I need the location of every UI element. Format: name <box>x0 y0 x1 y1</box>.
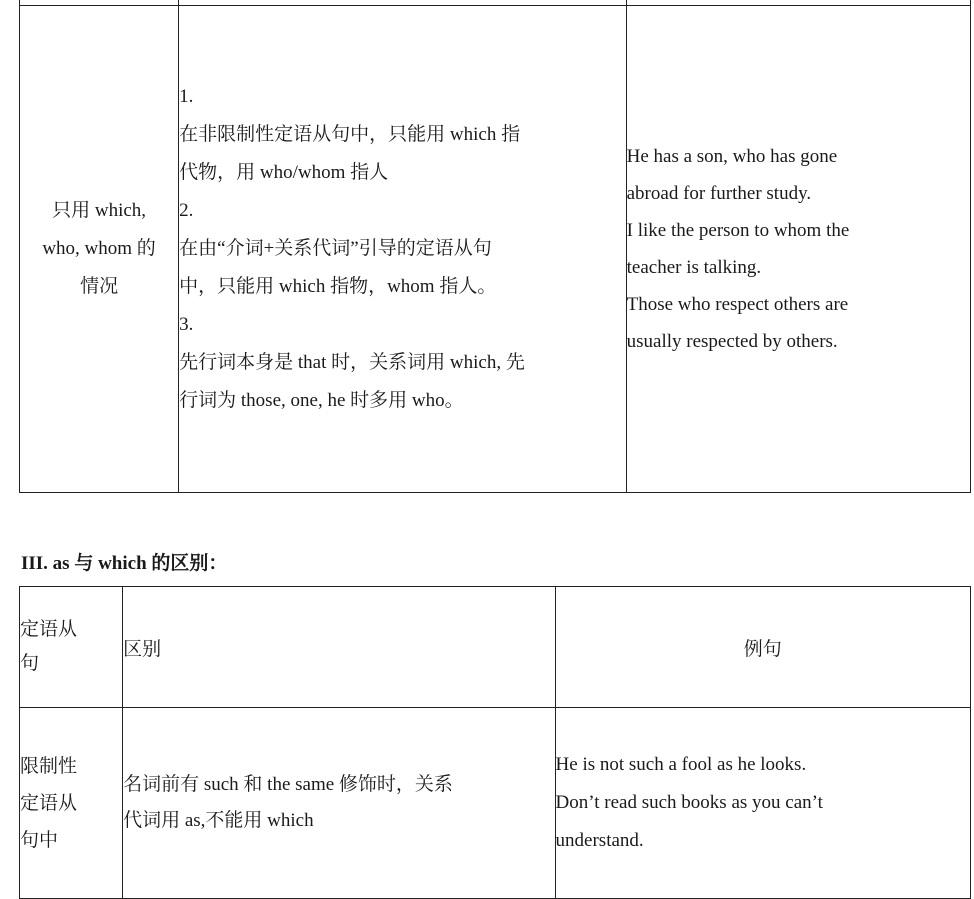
rule-line: 先行词本身是 that 时，关系词用 which, 先 <box>179 352 525 373</box>
difference-line: 名词前有 such 和 the same 修饰时，关系 <box>123 774 453 795</box>
example-line: I like the person to whom the <box>626 220 850 241</box>
table-row <box>20 6 971 493</box>
example-line: usually respected by others. <box>626 331 838 352</box>
relative-clause-table-continued <box>19 0 971 493</box>
category-cell <box>20 6 179 493</box>
rule-line: 代物，用 who/whom 指人 <box>179 162 389 183</box>
category-line: 定语从 <box>20 792 78 814</box>
difference-cell <box>123 708 555 899</box>
example-line: teacher is talking. <box>626 257 762 278</box>
header-difference-cell: 区别 <box>123 587 555 708</box>
category-cell <box>20 708 123 899</box>
examples-cell <box>555 708 970 899</box>
rule-line: 中，只能用 which 指物，whom 指人。 <box>179 276 497 297</box>
header-category-line: 定语从 <box>20 619 78 640</box>
table-row <box>20 708 971 899</box>
header-category-line: 句 <box>20 653 40 674</box>
example-line: He is not such a fool as he looks. <box>555 754 807 775</box>
as-which-table <box>19 586 971 899</box>
section-heading: III. as 与 which 的区别： <box>21 553 228 574</box>
rules-cell <box>179 6 626 493</box>
example-line: abroad for further study. <box>626 183 812 204</box>
examples-cell <box>626 6 970 493</box>
header-example-cell: 例句 <box>555 587 970 708</box>
example-line: Don’t read such books as you can’t <box>555 792 823 813</box>
example-line: understand. <box>555 830 644 851</box>
rule-line: 1. <box>179 86 194 107</box>
table-header-row <box>20 587 971 708</box>
difference-line: 代词用 as,不能用 which <box>123 810 314 831</box>
category-line: who, whom 的 <box>42 238 156 259</box>
rule-line: 在非限制性定语从句中，只能用 which 指 <box>179 124 521 145</box>
example-line: Those who respect others are <box>626 294 849 315</box>
category-line: 限制性 <box>20 755 78 777</box>
rule-line: 3. <box>179 314 194 335</box>
rule-line: 在由“介词+关系代词”引导的定语从句 <box>179 238 492 259</box>
rule-line: 行词为 those, one, he 时多用 who。 <box>179 390 464 411</box>
example-line: He has a son, who has gone <box>626 146 838 167</box>
category-line: 只用 which, <box>52 200 147 221</box>
category-line: 情况 <box>80 276 119 297</box>
rule-line: 2. <box>179 200 194 221</box>
category-line: 句中 <box>20 829 59 851</box>
header-category-cell <box>20 587 123 708</box>
